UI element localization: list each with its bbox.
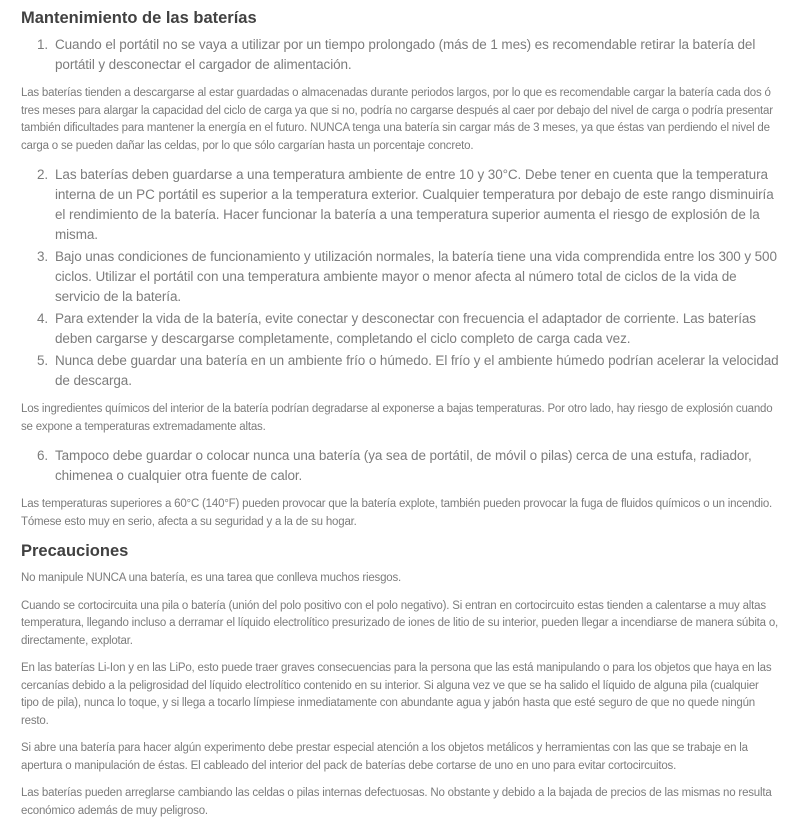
list-item-3-text: Bajo unas condiciones de funcionamiento y utilización normales, la batería tiene una vida comprendida entre los 300 y 500 ciclos. Utilizar el portátil con una temperatura ambiente mayor o menor afecta al número total de ciclos de la vida de servicio de la batería. xyxy=(55,249,777,304)
precaution-paragraph-1: No manipule NUNCA una batería, es una tarea que conlleva muchos riesgos. xyxy=(21,572,402,584)
section-heading-maintenance: Mantenimiento de las baterías xyxy=(21,9,257,27)
precaution-paragraph-2: Cuando se cortocircuita una pila o batería (unión del polo positivo con el polo negativo). Si entran en cortocircuito estas tienden a calentarse a muy altas temperatura, llegando incluso a derramar el líquido electrolítico presurizado de iones de litio de su interior, pueden llegar a incendiarse de manera súbita o, directamente, explotar. xyxy=(21,599,779,647)
ordered-list-part1 xyxy=(21,35,779,75)
list-item-2 xyxy=(21,165,779,245)
precaution-paragraph-5: Las baterías pueden arreglarse cambiando las celdas o pilas internas defectuosas. No obstante y debido a la bajada de precios de las mismas no resulta económico además de muy peligroso. xyxy=(21,787,772,817)
ordered-list-part3 xyxy=(21,446,779,486)
list-item-2-text: Las baterías deben guardarse a una temperatura ambiente de entre 10 y 30°C. Debe tener en cuenta que la temperatura interna de un PC portátil es superior a la temperatura exterior. Cualquier temperatura por debajo de este rango disminuiría el rendimiento de la batería. Hacer funcionar la batería a una temperatura superior aumenta el riesgo de explosión de la misma. xyxy=(55,167,774,242)
note-chemical-degradation: Los ingredientes químicos del interior de la batería podrían degradarse al exponerse a bajas temperaturas. Por otro lado, hay riesgo de explosión cuando se expone a temperaturas extremadamente altas. xyxy=(21,403,773,433)
precaution-paragraph-3: En las baterías Li-Ion y en las LiPo, esto puede traer graves consecuencias para la persona que las está manipulando o para los objetos que haya en las cercanías debido a la peligrosidad del líquido electrolítico contenido en su interior. Si alguna vez ve que se ha salido el líquido de alguna pila (cualquier tipo de pila), nunca lo toque, y si llega a tocarlo límpiese inmediatamente con abundante agua y jabón hasta que esté seguro de que no quede ningún resto. xyxy=(21,662,772,727)
note-high-temperature: Las temperaturas superiores a 60°C (140°F) pueden provocar que la batería explote, también pueden provocar la fuga de fluidos químicos o un incendio. Tómese esto muy en serio, afecta a su seguridad y a la de su hogar. xyxy=(21,498,773,528)
ordered-list-part2 xyxy=(21,165,779,391)
list-item-6-number: 6. xyxy=(36,448,48,463)
list-item-3 xyxy=(21,247,779,307)
list-item-4 xyxy=(21,309,779,349)
list-item-4-number: 4. xyxy=(36,311,48,326)
section-heading-precautions: Precauciones xyxy=(21,542,129,560)
list-item-3-number: 3. xyxy=(36,249,48,264)
list-item-1-number: 1. xyxy=(36,37,48,52)
note-storage-discharge: Las baterías tienden a descargarse al estar guardadas o almacenadas durante periodos largos, por lo que es recomendable cargar la batería cada dos ó tres meses para alargar la capacidad del ciclo de carga ya que si no, podría no cargarse después al caer por debajo del nivel de carga o podría presentar también dificultades para mantener la energía en el futuro. NUNCA tenga una batería sin cargar más de 3 meses, ya que éstas van perdiendo el nivel de carga o se pueden dañar las celdas, por lo que sólo cargarían hasta un porcentaje concreto. xyxy=(21,87,773,152)
list-item-2-number: 2. xyxy=(36,167,48,182)
list-item-6 xyxy=(21,446,779,486)
list-item-5-text: Nunca debe guardar una batería en un ambiente frío o húmedo. El frío y el ambiente húmedo podrían acelerar la velocidad de descarga. xyxy=(55,353,779,388)
list-item-1 xyxy=(21,35,779,75)
list-item-5-number: 5. xyxy=(36,353,48,368)
list-item-4-text: Para extender la vida de la batería, evite conectar y desconectar con frecuencia el adaptador de corriente. Las baterías deben cargarse y descargarse completamente, completando el ciclo completo de carga cada vez. xyxy=(55,311,756,346)
list-item-1-text: Cuando el portátil no se vaya a utilizar por un tiempo prolongado (más de 1 mes) es recomendable retirar la batería del portátil y desconectar el cargador de alimentación. xyxy=(55,37,756,72)
list-item-5 xyxy=(21,351,779,391)
precaution-paragraph-4: Si abre una batería para hacer algún experimento debe prestar especial atención a los objetos metálicos y herramientas con las que se trabaje en la apertura o manipulación de éstas. El cableado del interior del pack de baterías debe cortarse de uno en uno para evitar cortocircuitos. xyxy=(21,742,748,772)
list-item-6-text: Tampoco debe guardar o colocar nunca una batería (ya sea de portátil, de móvil o pilas) cerca de una estufa, radiador, chimenea o cualquier otra fuente de calor. xyxy=(55,448,752,483)
